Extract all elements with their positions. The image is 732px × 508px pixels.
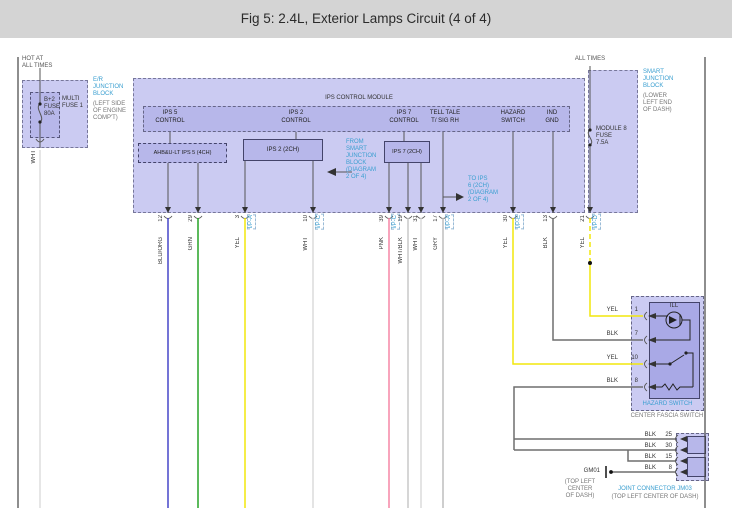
wire-color: PNK — [379, 237, 385, 250]
ips5-4ch-label: AHB&U-LT IPS 5 (4CH) — [153, 150, 212, 156]
cell-ips2-control: IPS 2 CONTROL — [281, 110, 311, 124]
ill-label: ILL — [669, 303, 679, 309]
joint-wire-color: BLK — [644, 443, 656, 449]
figure-title: Fig 5: 2.4L, Exterior Lamps Circuit (4 of 4) — [240, 11, 492, 26]
pin-number: 39 — [379, 215, 385, 222]
pin-number: 19 — [398, 215, 404, 222]
wire-color: WHT/BLK — [398, 237, 404, 264]
ground-name: GM01 — [583, 468, 600, 474]
wire-color: GRY — [433, 237, 439, 250]
hazard-pin-number: 8 — [634, 378, 638, 384]
connector-code: I/P-C — [392, 215, 398, 229]
er-junction-block-label: E/R JUNCTION BLOCK — [93, 77, 124, 97]
pin-number: 21 — [580, 215, 586, 222]
connector-code: I/P-A — [248, 215, 254, 229]
multi-fuse-name: MULTI FUSE 1 — [62, 96, 84, 109]
hazard-pin-number: 10 — [631, 355, 638, 361]
joint-pin-number: 8 — [668, 465, 672, 471]
wire-color: WHT — [303, 237, 309, 251]
pin-number: 30 — [503, 215, 509, 222]
hazard-pin-number: 1 — [634, 307, 638, 313]
wire-label-wht-left: WHT — [31, 150, 37, 164]
multi-fuse-value: B+2 FUSE 80A — [44, 97, 61, 117]
ips2-2ch-label: IPS 2 (2CH) — [266, 147, 300, 153]
wire-color: YEL — [503, 237, 509, 249]
ground-location: (TOP LEFT CENTER OF DASH) — [564, 479, 596, 499]
joint-pin-number: 15 — [665, 454, 672, 460]
splice-dot — [588, 261, 592, 265]
from-sjb-note: FROM SMART JUNCTION BLOCK (DIAGRAM 2 OF 4) — [346, 139, 377, 180]
wire-color: BLU/ORG — [158, 237, 164, 265]
joint-connector-location: (TOP LEFT CENTER OF DASH) — [611, 494, 699, 500]
figure-title-bar — [0, 0, 732, 38]
joint-connector-bank-2 — [687, 457, 706, 477]
module8-fuse-label: MODULE 8 FUSE 7.5A — [596, 126, 627, 146]
hazard-wire-color: BLK — [606, 331, 618, 337]
hazard-switch-label: HAZARD SWITCH — [642, 401, 693, 407]
wire-color: YEL — [580, 237, 586, 249]
cell-hazard-switch: HAZARD SWITCH — [500, 110, 526, 124]
cell-ips5-control: IPS 5 CONTROL — [155, 110, 185, 124]
joint-connector-bank-1 — [687, 436, 706, 454]
wire-color: YEL — [235, 237, 241, 249]
joint-wire-color: BLK — [644, 454, 656, 460]
sjb-name: SMART JUNCTION BLOCK — [643, 69, 674, 89]
pin-number: 29 — [188, 215, 194, 222]
pin-number: 13 — [543, 215, 549, 222]
colored-wires — [168, 218, 676, 508]
cell-tell-tale: TELL TALE T/ SIG RH — [429, 110, 461, 124]
connector-code: I/P-A — [446, 215, 452, 229]
joint-pin-number: 30 — [665, 443, 672, 449]
pin-number: 31 — [413, 215, 419, 222]
wire-color: GRN — [188, 237, 194, 251]
to-ips6-note: TO IPS 6 (2CH) (DIAGRAM 2 OF 4) — [468, 176, 498, 203]
wire-color: BLK — [543, 237, 549, 249]
pin-number: 10 — [303, 215, 309, 222]
hazard-wire-color: YEL — [606, 307, 618, 313]
hot-at-label: HOT AT ALL TIMES — [22, 56, 53, 69]
connector-code: I/P-E — [516, 215, 522, 229]
connector-code: I/P-D — [593, 215, 599, 229]
cell-ips7-control: IPS 7 CONTROL — [389, 110, 419, 124]
hazard-wire-color: YEL — [606, 355, 618, 361]
joint-connector-label: JOINT CONNECTOR JM03 — [618, 486, 692, 492]
joint-pin-number: 25 — [665, 432, 672, 438]
ips-module-title: IPS CONTROL MODULE — [325, 95, 393, 101]
pin-number: 12 — [158, 215, 164, 222]
ground-symbol — [606, 466, 613, 478]
joint-wire-color: BLK — [644, 465, 656, 471]
hazard-pin-number: 7 — [634, 331, 638, 337]
hazard-wire-color: BLK — [606, 378, 618, 384]
cell-ind-gnd: IND GND — [545, 110, 559, 124]
connector-code: I/P-C — [316, 215, 322, 229]
hazard-switch-box — [649, 302, 700, 399]
wire-color: WHT — [413, 237, 419, 251]
er-junction-block-location: (LEFT SIDE OF ENGINE COMP'T) — [93, 101, 127, 121]
sjb-all-times-label: ALL TIMES — [574, 56, 606, 62]
pin-number: 17 — [433, 215, 439, 222]
center-fascia-label: CENTER FASCIA SWITCH — [630, 413, 704, 419]
sjb-location: (LOWER LEFT END OF DASH) — [643, 93, 672, 113]
pin-number: 3 — [235, 215, 241, 219]
joint-wire-color: BLK — [644, 432, 656, 438]
ips7-2ch-label: IPS 7 (2CH) — [392, 149, 422, 155]
